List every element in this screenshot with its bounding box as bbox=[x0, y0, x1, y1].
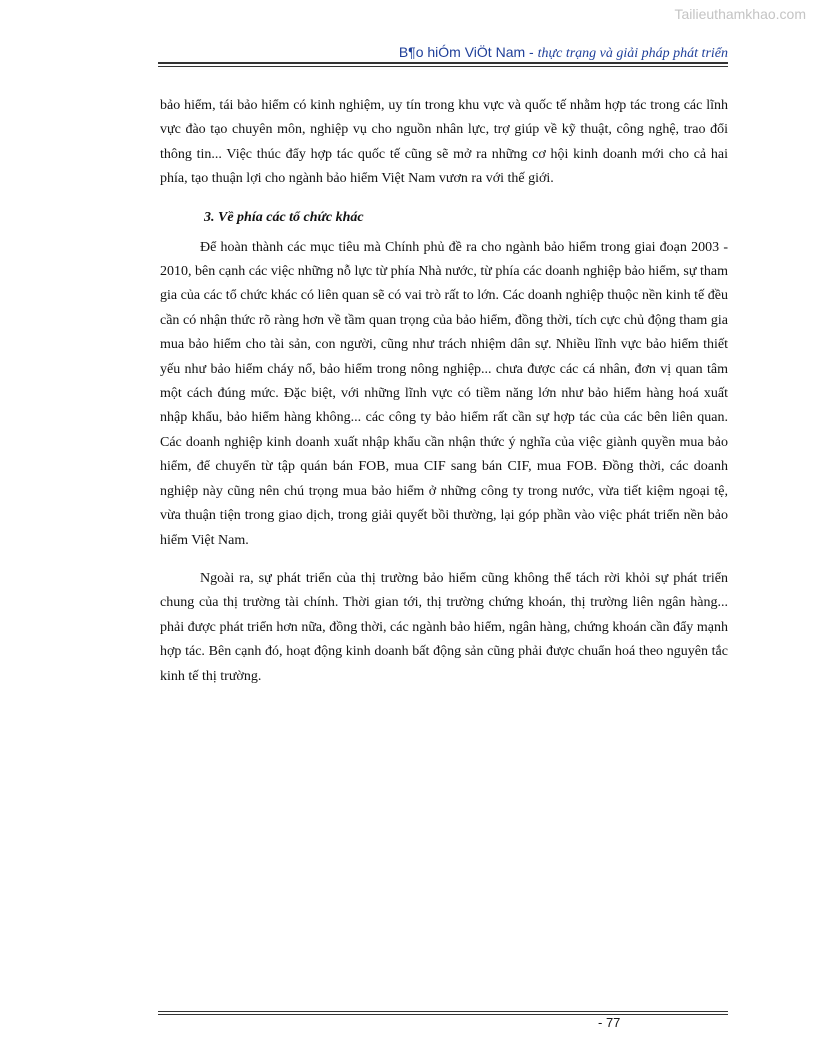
paragraph-other-organizations: Để hoàn thành các mục tiêu mà Chính phủ đề ra cho ngành bảo hiểm trong giai đoạn 2003 - 2010, bên cạnh các việc những nỗ lực từ phía Nhà nước, từ phía các doanh nghiệp bảo hiểm, sự tham gia của các tổ chức khác có liên quan sẽ có vai trò rất to lớn. Các doanh nghiệp thuộc nền kinh tế đều cần có nhận thức rõ ràng hơn về tầm quan trọng của bảo hiểm, đồng thời, tích cực chủ động tham gia mua bảo hiểm cho tài sản, con người, cũng như trách nhiệm dân sự. Nhiều lĩnh vực bảo hiểm thiết yếu như bảo hiểm cháy nổ, bảo hiểm trong nông nghiệp... chưa được các cá nhân, đơn vị quan tâm một cách đúng mức. Đặc biệt, với những lĩnh vực có tiềm năng lớn như bảo hiểm hàng hoá xuất nhập khẩu, bảo hiểm hàng không... các công ty bảo hiểm rất cần sự hợp tác của các bên liên quan. Các doanh nghiệp kinh doanh xuất nhập khẩu cần nhận thức ý nghĩa của việc giành quyền mua bảo hiểm, để chuyển từ tập quán bán FOB, mua CIF sang bán CIF, mua FOB. Đồng thời, các doanh nghiệp này cũng nên chú trọng mua bảo hiểm ở những công ty trong nước, vừa tiết kiệm ngoại tệ, vừa thuận tiện trong giao dịch, trong giải quyết bồi thường, lại góp phần vào việc phát triển nền bảo hiểm Việt Nam. bbox=[160, 239, 728, 548]
paragraph-spacer bbox=[160, 553, 728, 567]
header-rule bbox=[158, 62, 728, 64]
running-header bbox=[160, 44, 728, 62]
header-title: B¶o hiÓm ViÖt Nam bbox=[398, 44, 526, 60]
watermark: Tailieuthamkhao.com bbox=[674, 6, 806, 22]
paragraph-financial-market: Ngoài ra, sự phát triển của thị trường bảo hiểm cũng không thể tách rời khỏi sự phát triển chung của thị trường tài chính. Thời gian tới, thị trường chứng khoán, thị trường liên ngân hàng... phải được phát triển hơn nữa, đồng thời, các ngành bảo hiểm, ngân hàng, chứng khoán cần đẩy mạnh hợp tác. Bên cạnh đó, hoạt động kinh doanh bất động sản cũng phải được chuẩn hoá theo nguyên tắc kinh tế thị trường. bbox=[160, 570, 728, 684]
page-number: - 77 bbox=[598, 1015, 621, 1030]
footer-rule-secondary bbox=[158, 1014, 728, 1015]
footer-rule bbox=[158, 1011, 728, 1012]
header-subtitle: thực trạng và giải pháp phát triển bbox=[537, 46, 728, 61]
paragraph-continuation: bảo hiểm, tái bảo hiểm có kinh nghiệm, uy tín trong khu vực và quốc tế nhằm hợp tác trong các lĩnh vực đào tạo chuyên môn, nghiệp vụ cho nguồn nhân lực, trợ giúp về kỹ thuật, công nghệ, trao đổi thông tin... Việc thúc đẩy hợp tác quốc tế cũng sẽ mở ra những cơ hội kinh doanh mới cho cả hai phía, tạo thuận lợi cho ngành bảo hiểm Việt Nam vươn ra với thế giới. bbox=[160, 98, 728, 187]
page-body bbox=[160, 94, 728, 689]
paragraph-spacer bbox=[160, 192, 728, 206]
section-heading: 3. Về phía các tổ chức khác bbox=[204, 209, 364, 225]
header-separator: - bbox=[525, 44, 538, 60]
header-rule-secondary bbox=[158, 66, 728, 67]
